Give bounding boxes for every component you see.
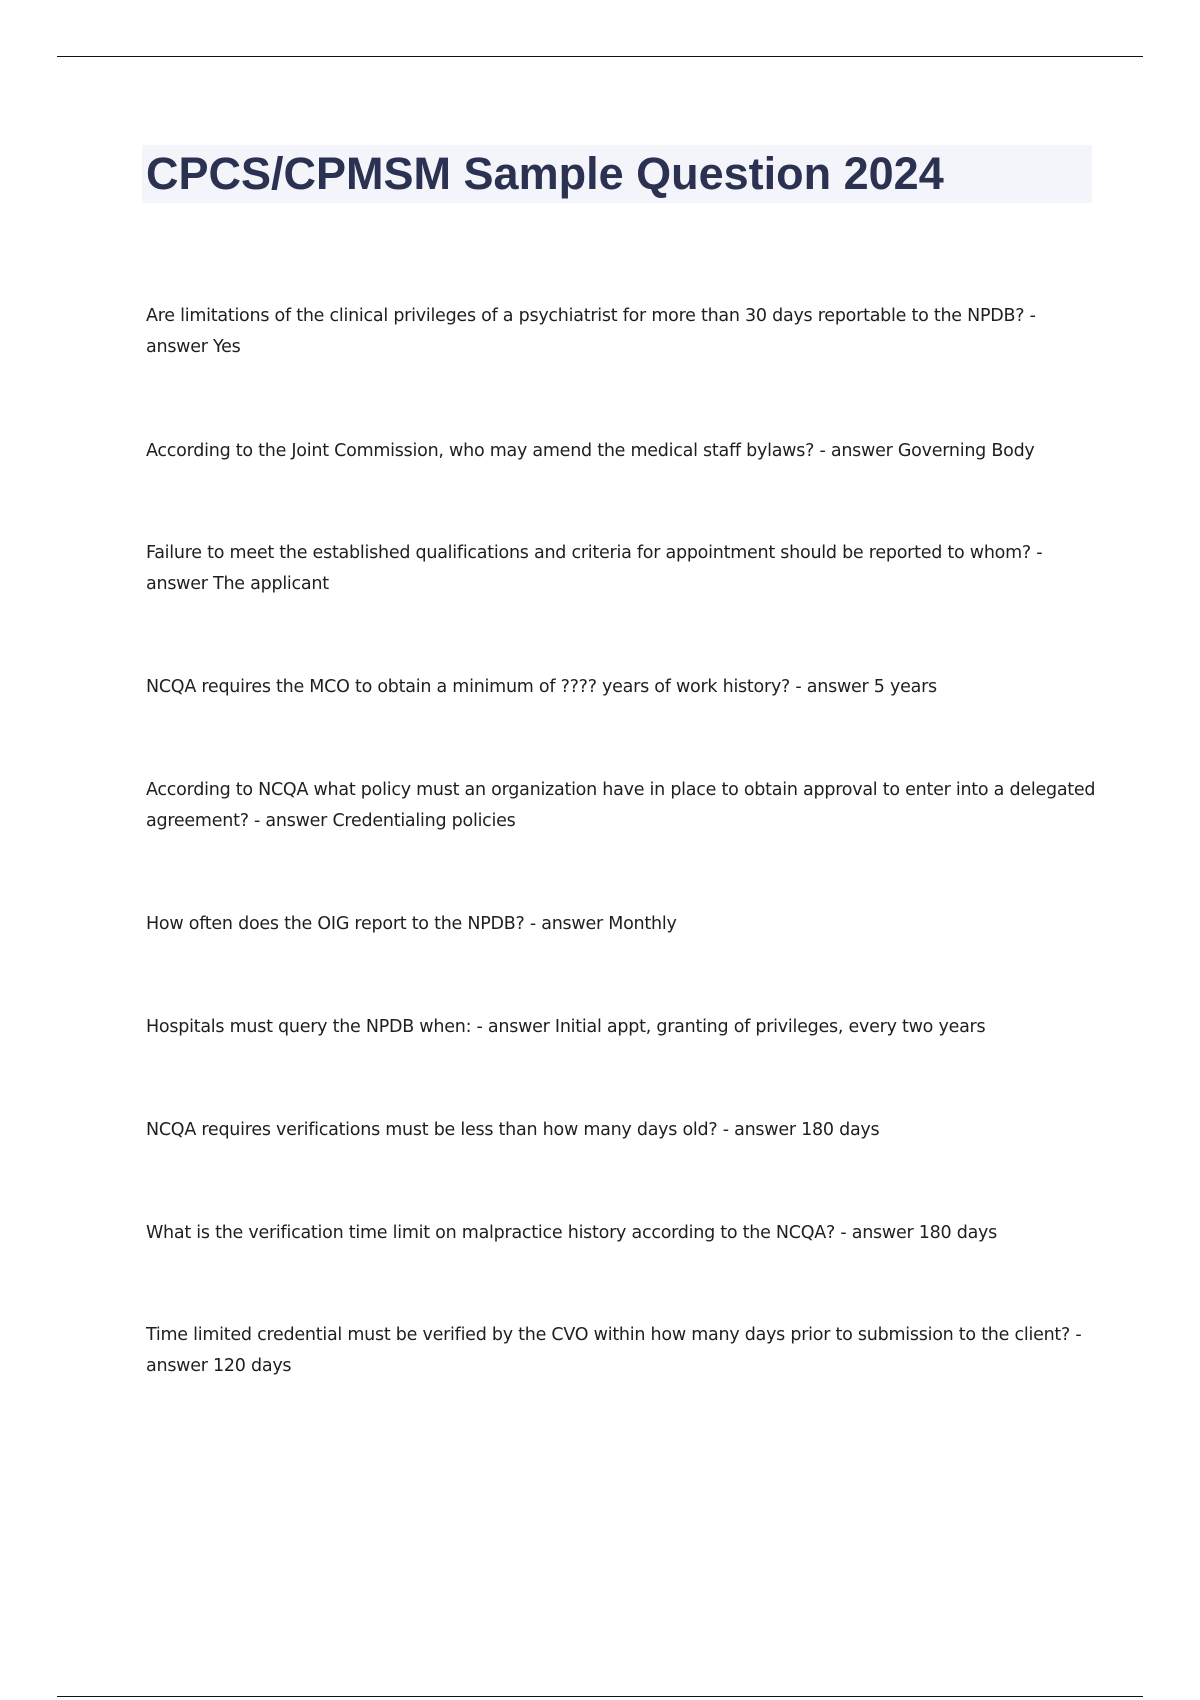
question-item: NCQA requires verifications must be less than how many days old? - answer 180 days <box>146 1120 880 1140</box>
question-item: Time limited credential must be verified by the CVO within how many days prior to submission to the client? - answer 120 days <box>146 1325 1082 1376</box>
question-item: NCQA requires the MCO to obtain a minimum of ???? years of work history? - answer 5 years <box>146 677 937 697</box>
footer-rule <box>57 1696 1143 1697</box>
question-item: How often does the OIG report to the NPDB? - answer Monthly <box>146 914 677 934</box>
question-item: According to NCQA what policy must an organization have in place to obtain approval to enter into a delegated agreement? - answer Credentialing policies <box>146 780 1096 831</box>
question-item: Are limitations of the clinical privileges of a psychiatrist for more than 30 days reportable to the NPDB? - answer Yes <box>146 306 1036 357</box>
question-item: According to the Joint Commission, who may amend the medical staff bylaws? - answer Governing Body <box>146 441 1035 461</box>
question-item: What is the verification time limit on malpractice history according to the NCQA? - answer 180 days <box>146 1223 998 1243</box>
question-item: Hospitals must query the NPDB when: - answer Initial appt, granting of privileges, every two years <box>146 1017 986 1037</box>
document-title: CPCS/CPMSM Sample Question 2024 <box>146 148 944 199</box>
header-rule <box>57 56 1143 57</box>
question-item: Failure to meet the established qualifications and criteria for appointment should be reported to whom? - answer The applicant <box>146 543 1043 594</box>
